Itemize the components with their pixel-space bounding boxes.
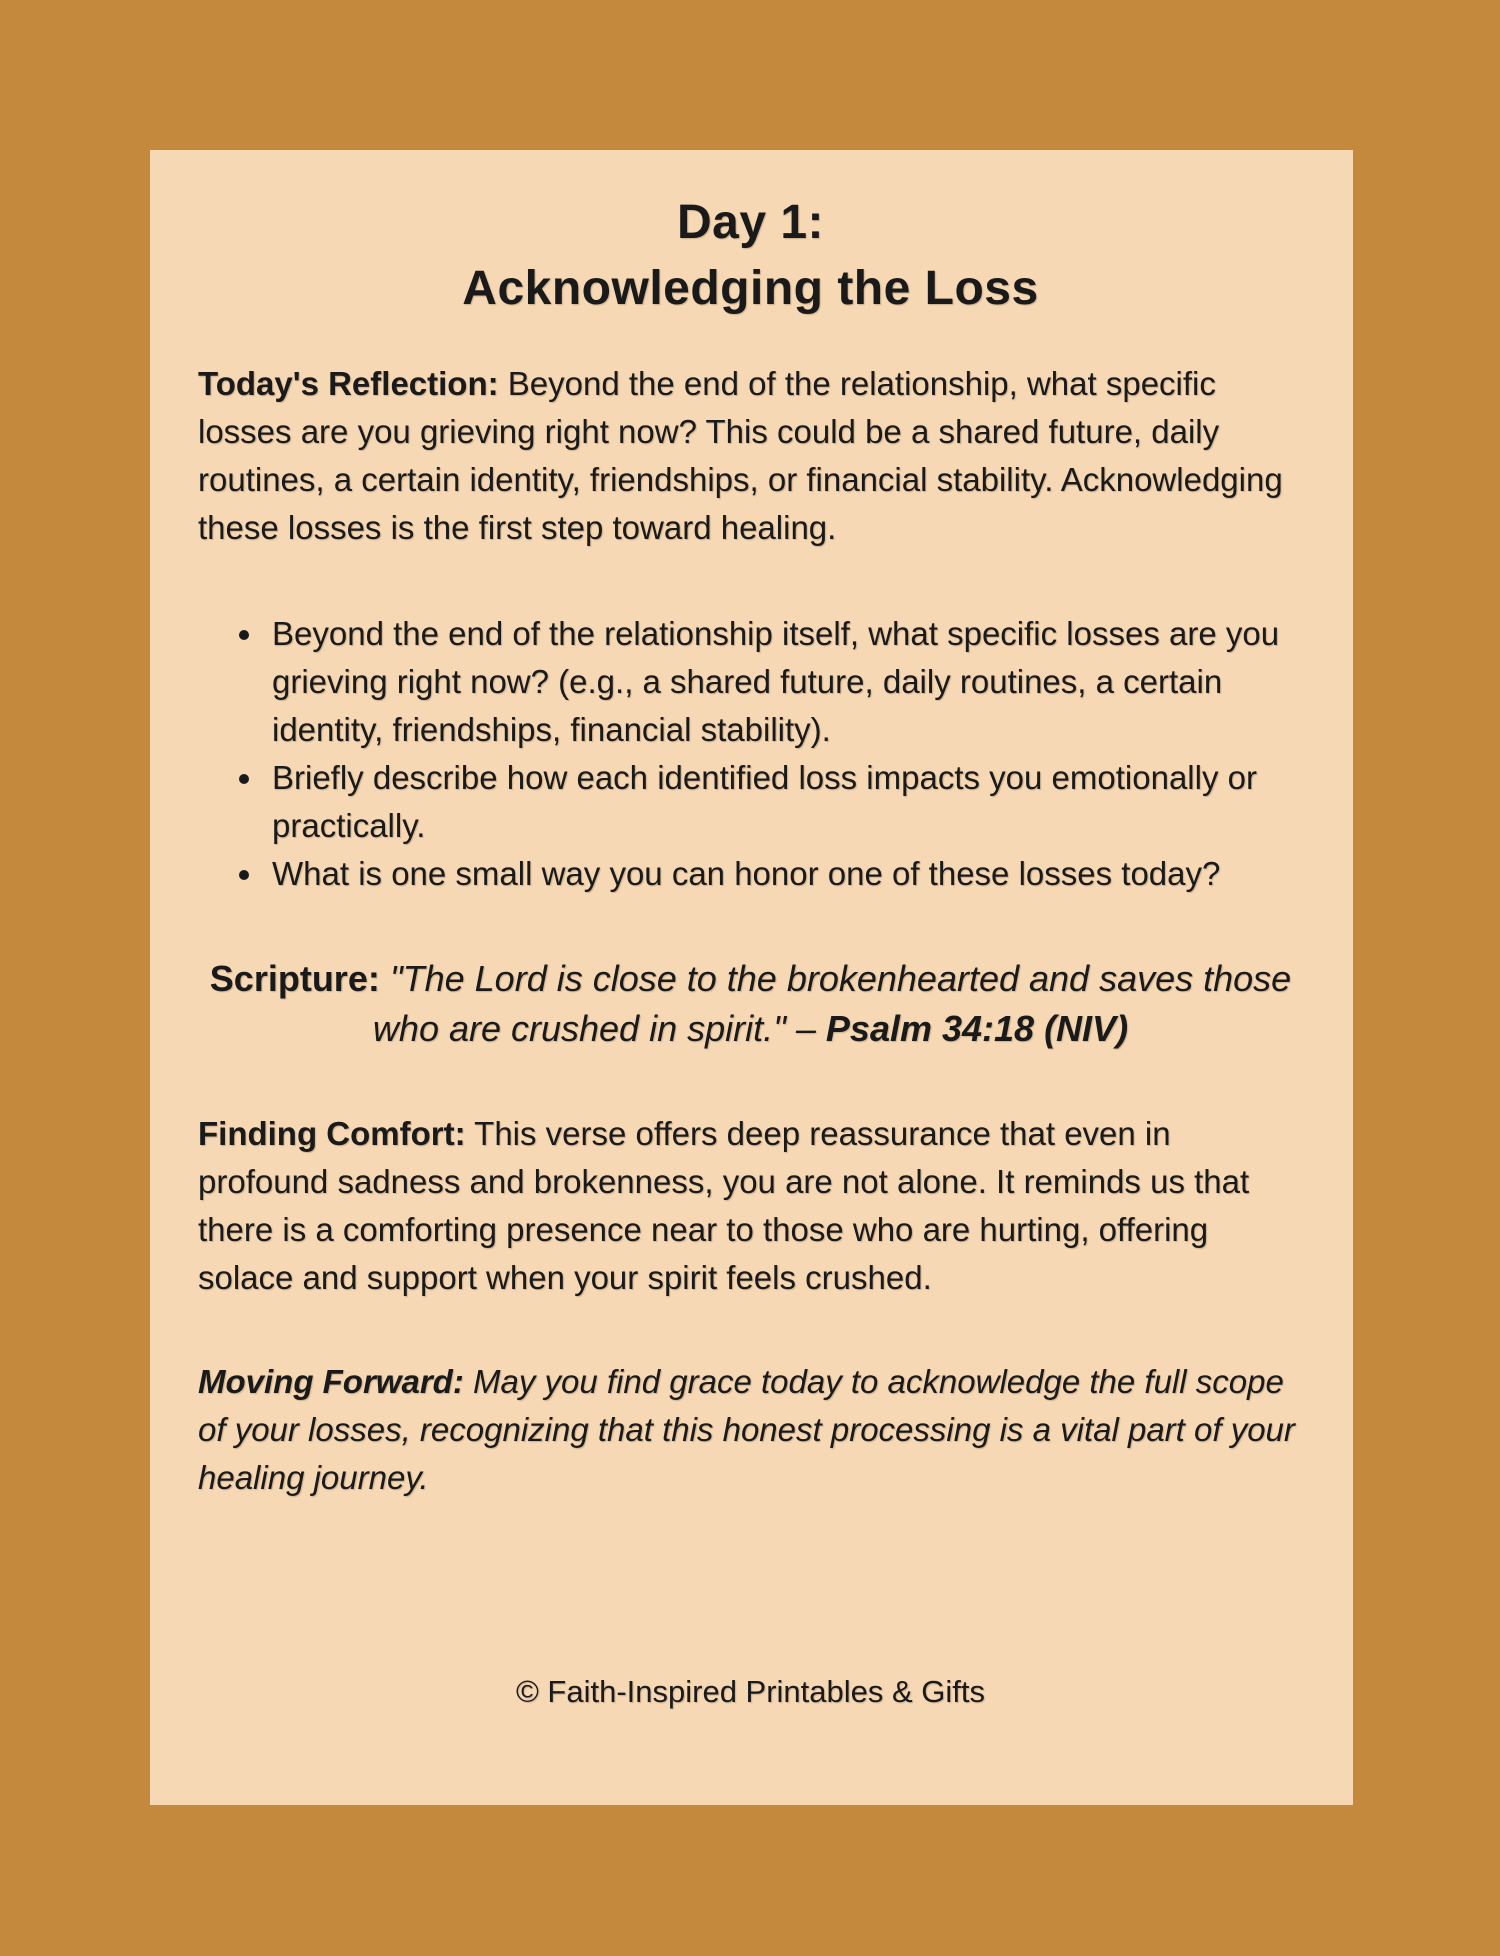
bullet-item: • Beyond the end of the relationship itself, what specific losses are you grieving right now? (e.g., a shared future, daily routines, a certain identity, friendships, financial stability). — [266, 610, 1303, 754]
copyright-footer: © Faith-Inspired Printables & Gifts — [515, 1674, 986, 1709]
comfort-paragraph — [198, 1110, 1303, 1302]
bullet-item: • What is one small way you can honor one of these losses today? — [266, 850, 1303, 898]
page-title — [198, 190, 1303, 322]
forward-paragraph — [198, 1358, 1303, 1502]
reflection-bullet-list — [198, 610, 1303, 898]
reflection-label: Today's Reflection: — [198, 365, 499, 402]
scripture-label: Scripture: — [209, 958, 380, 999]
scripture-reference: Psalm 34:18 (NIV) — [825, 1008, 1129, 1049]
page-title-line1: Day 1: — [676, 196, 825, 249]
page-title-line2: Acknowledging the Loss — [462, 262, 1039, 315]
forward-label: Moving Forward: — [198, 1363, 464, 1400]
scripture-paragraph — [198, 954, 1303, 1054]
bullet-item: • Briefly describe how each identified loss impacts you emotionally or practically. — [266, 754, 1303, 850]
reflection-text: Beyond the end of the relationship, what specific losses are you grieving right now? This could be a shared future, daily routines, a certain identity, friendships, or financial stability. Acknowledging these losses is the first step toward healing. — [198, 365, 1283, 546]
reflection-paragraph — [198, 360, 1303, 552]
forward-text: May you find grace today to acknowledge the full scope of your losses, recognizing that this honest processing is a vital part of your healing journey. — [198, 1363, 1295, 1496]
devotional-card — [150, 150, 1353, 1805]
comfort-label: Finding Comfort: — [198, 1115, 466, 1152]
comfort-text: This verse offers deep reassurance that even in profound sadness and brokenness, you are not alone. It reminds us that there is a comforting presence near to those who are hurting, offering solace and support when your spirit feels crushed. — [198, 1115, 1250, 1296]
scripture-quote: "The Lord is close to the brokenhearted and saves those who are crushed in spirit." – — [372, 958, 1292, 1049]
